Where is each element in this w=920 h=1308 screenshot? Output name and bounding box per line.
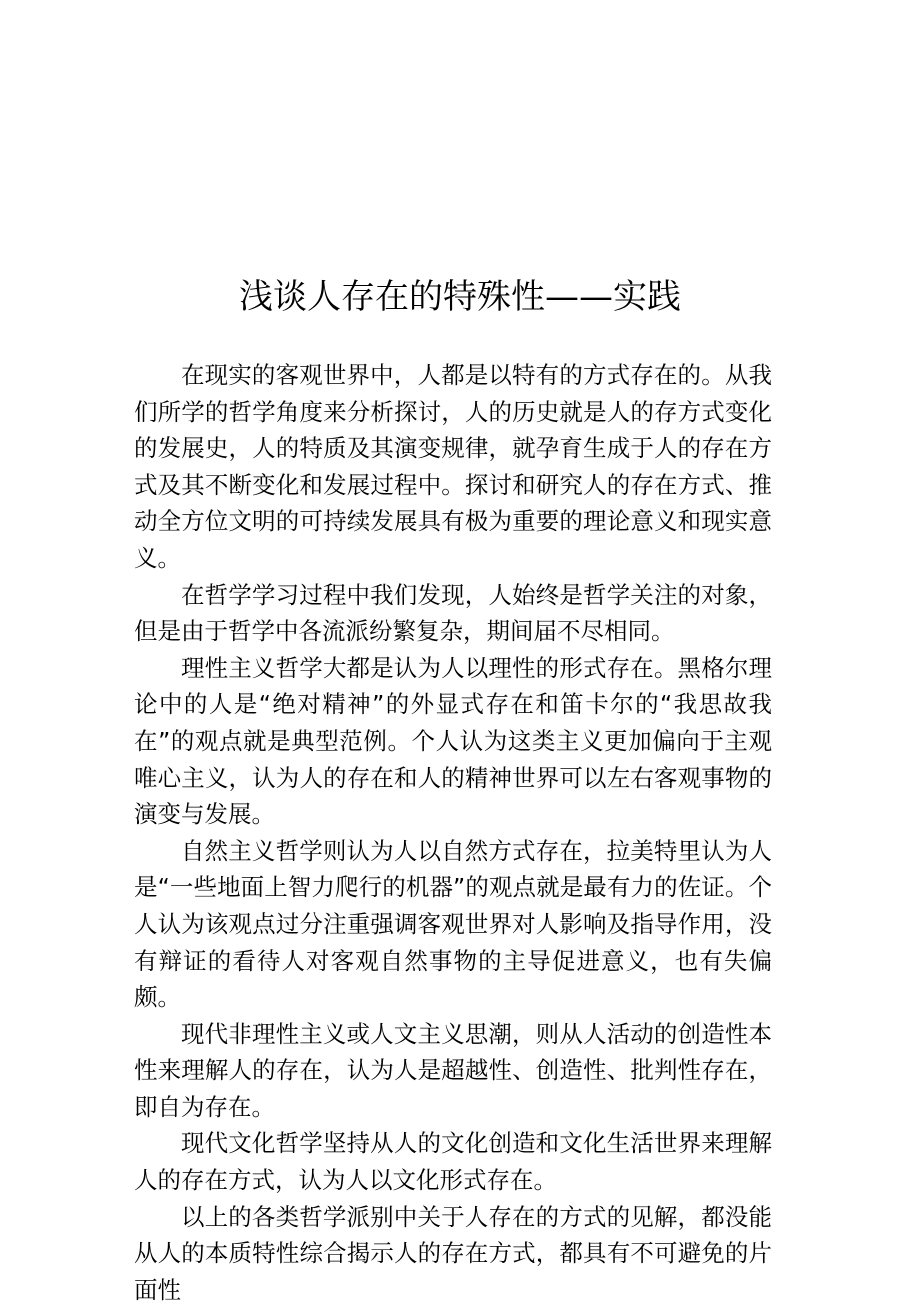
paragraph-summary: 以上的各类哲学派别中关于人存在的方式的见解，都没能从人的本质特性综合揭示人的存在方式，都具有不可避免的片面性 (134, 1202, 772, 1304)
paragraph-irrationalism: 现代非理性主义或人文主义思潮，则从人活动的创造性本性来理解人的存在，认为人是超越性、创造性、批判性存在，即自为存在。 (134, 1019, 772, 1121)
document-title: 浅谈人存在的特殊性——实践 (239, 276, 681, 317)
paragraph-rationalism: 理性主义哲学大都是认为人以理性的形式存在。黑格尔理论中的人是“绝对精神”的外显式存在和笛卡尔的“我思故我在”的观点就是典型范例。个人认为这类主义更加偏向于主观唯心主义，认为人的存在和人的精神世界可以左右客观事物的演变与发展。 (134, 653, 772, 829)
paragraph-philosophy-focus: 在哲学学习过程中我们发现，人始终是哲学关注的对象，但是由于哲学中各流派纷繁复杂，期间届不尽相同。 (134, 580, 772, 646)
paragraph-naturalism: 自然主义哲学则认为人以自然方式存在，拉美特里认为人是“一些地面上智力爬行的机器”的观点就是最有力的佐证。个人认为该观点过分注重强调客观世界对人影响及指导作用，没有辩证的看待人对客观自然事物的主导促进意义，也有失偏颇。 (134, 836, 772, 1012)
paragraph-intro: 在现实的客观世界中，人都是以特有的方式存在的。从我们所学的哲学角度来分析探讨，人的历史就是人的存方式变化的发展史，人的特质及其演变规律，就孕育生成于人的存在方式及其不断变化和发展过程中。探讨和研究人的存在方式、推动全方位文明的可持续发展具有极为重要的理论意义和现实意义。 (134, 361, 772, 572)
document-body (134, 357, 772, 1308)
paragraph-cultural-philosophy: 现代文化哲学坚持从人的文化创造和文化生活世界来理解人的存在方式，认为人以文化形式存在。 (134, 1129, 772, 1195)
